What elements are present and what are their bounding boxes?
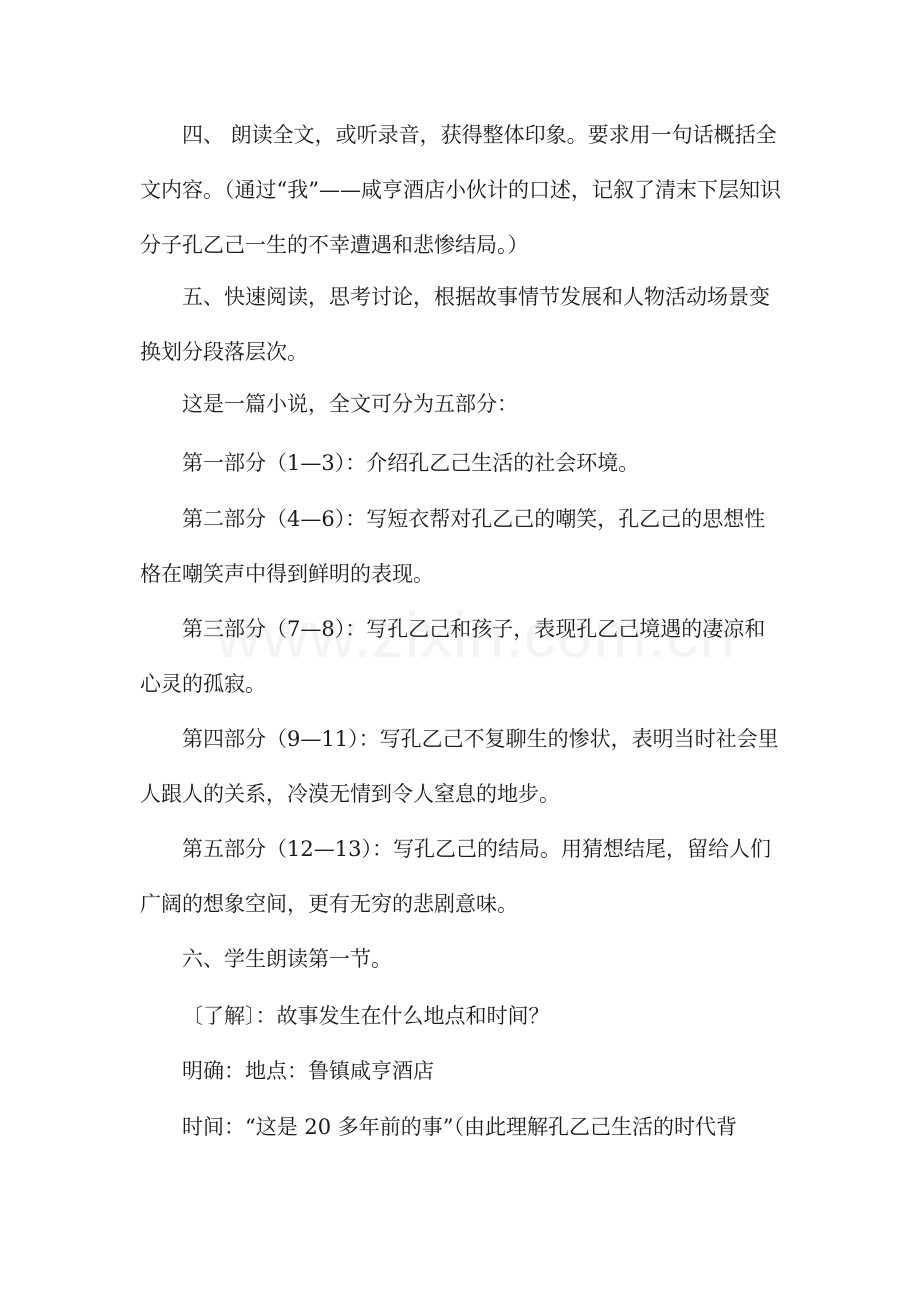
paragraph-section-four: 四、 朗读全文，或听录音，获得整体印象。要求用一句话概括全文内容。（通过“我”——咸亨酒店小伙计的口述，记叙了清末下层知识分子孔乙己一生的不幸遭遇和悲惨结局。） — [140, 123, 781, 257]
paragraph-section-six: 六、学生朗读第一节。 — [182, 947, 392, 971]
paragraph-part-four: 第四部分（9—11）：写孔乙己不复聊生的惨状，表明当时社会里人跟人的关系，冷漠无情到令人窒息的地步。 — [140, 727, 779, 806]
paragraph-intro-parts: 这是一篇小说，全文可分为五部分： — [182, 392, 518, 416]
paragraph-answer-location: 明确：地点：鲁镇咸亨酒店 — [182, 1059, 434, 1083]
paragraph-part-five: 第五部分（12—13）：写孔乙己的结局。用猜想结尾，留给人们广阔的想象空间，更有无穷的悲剧意味。 — [140, 837, 771, 916]
paragraph-part-three: 第三部分（7—8）：写孔乙己和孩子，表现孔乙己境遇的凄凉和心灵的孤寂。 — [140, 617, 766, 696]
paragraph-part-one: 第一部分（1—3）：介绍孔乙己生活的社会环境。 — [182, 451, 640, 475]
paragraph-section-five: 五、快速阅读，思考讨论，根据故事情节发展和人物活动场景变换划分段落层次。 — [140, 285, 770, 364]
paragraph-answer-time: 时间：“这是 20 多年前的事”（由此理解孔乙己生活的时代背 — [182, 1115, 738, 1139]
paragraph-part-two: 第二部分（4—6）：写短衣帮对孔乙己的嘲笑，孔乙己的思想性格在嘲笑声中得到鲜明的表现。 — [140, 507, 766, 586]
paragraph-question: 〔了解〕：故事发生在什么地点和时间？ — [182, 1004, 550, 1028]
